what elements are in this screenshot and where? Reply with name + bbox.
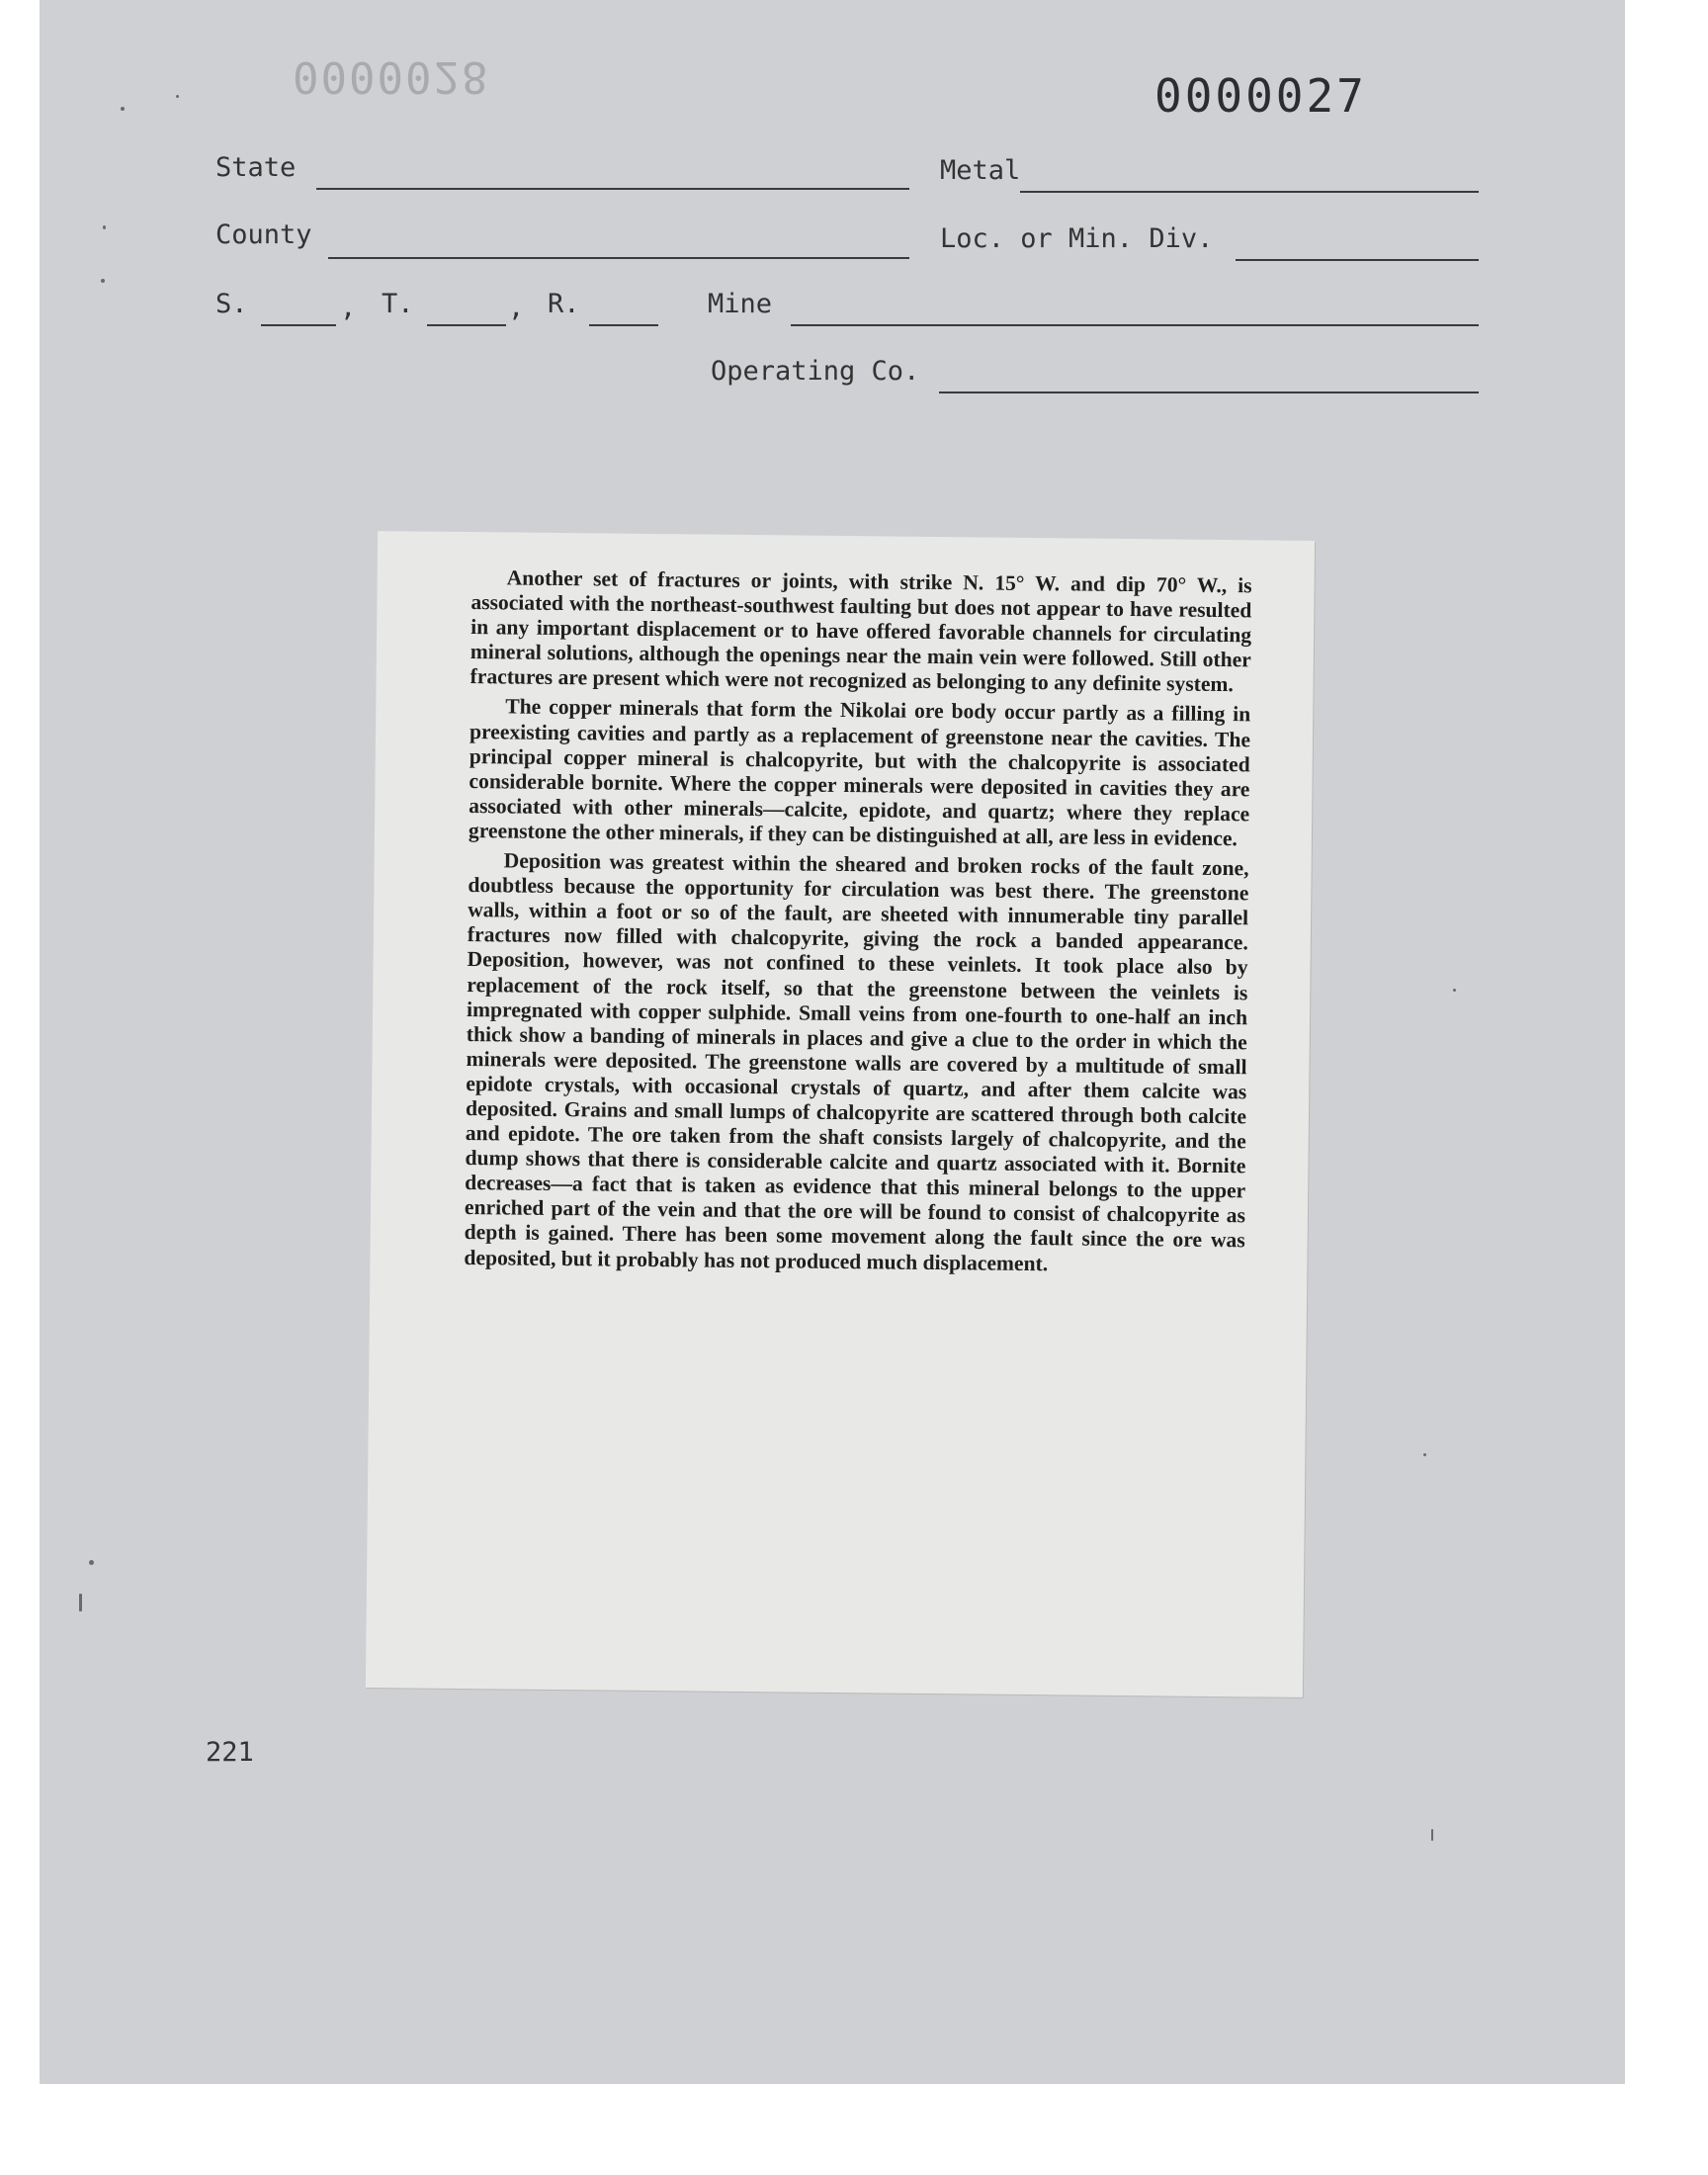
scan-speck [79, 1594, 82, 1611]
operating-co-field[interactable] [939, 392, 1479, 393]
comma-2: , [508, 293, 525, 323]
scan-speck [101, 279, 105, 283]
clipping-paragraph-3: Deposition was greatest within the sheared and broken rocks of the fault zone, doubtless because the opportunity for circulation was best there. The greenstone walls, within a foot or so of the fault, are sheeted with innumerable tiny parallel fractures now filled with chalcopyrite, giving the rock a banded appearance. Deposition, however, was not confined to these veinlets. It took place also by replacement of the rock itself, so that the greenstone between the veinlets is impregnated with copper sulphide. Small veins from one-fourth to one-half an inch thick show a banding of minerals in places and give a clue to the order in which the minerals were deposited. The greenstone walls are covered by a multitude of small epidote crystals, with occasional crystals of quartz, and after them calcite was deposited. Grains and small lumps of chalcopyrite are scattered through both calcite and epidote. The ore taken from the shaft consists largely of chalcopyrite, and the dump shows that there is considerable calcite and quartz associated with it. Bornite decreases—a fact that is taken as evidence that this mineral belongs to the upper enriched part of the vein and that the ore will be found to consist of chalcopyrite as depth is gained. There has been some movement along the fault since the ore was deposited, but it probably has not produced much displacement. [464, 848, 1249, 1275]
mine-label: Mine [708, 289, 773, 319]
state-label: State [215, 152, 297, 183]
county-label: County [215, 219, 312, 250]
scan-speck [121, 107, 125, 111]
scan-speck [89, 1560, 94, 1565]
loc-field[interactable] [1236, 259, 1479, 261]
metal-label: Metal [940, 155, 1021, 186]
range-label: R. [548, 289, 580, 319]
mine-field[interactable] [791, 324, 1479, 326]
clipping-text [464, 566, 1251, 1283]
text-clipping [366, 531, 1315, 1697]
county-field[interactable] [328, 257, 909, 259]
clipping-paragraph-1: Another set of fractures or joints, with strike N. 15° W. and dip 70° W., is associated with the northeast-southwest faulting but does not appear to have resulted in any important displacement or to have offered favorable channels for circulating mineral solutions, although the openings near the main vein were followed. Still other fractures are present which were not recognized as belonging to any definite system. [470, 566, 1252, 697]
scan-speck [103, 225, 106, 229]
township-label: T. [382, 289, 414, 319]
bleed-through-number: 0000028 [293, 51, 490, 102]
township-field[interactable] [427, 324, 506, 326]
range-field[interactable] [589, 324, 658, 326]
scan-speck [176, 95, 179, 98]
scan-speck [1431, 1829, 1433, 1841]
scan-speck [1423, 1453, 1426, 1456]
document-number: 0000027 [1154, 69, 1367, 123]
state-field[interactable] [316, 188, 909, 190]
page-number: 221 [206, 1737, 254, 1768]
section-field[interactable] [261, 324, 336, 326]
operating-co-label: Operating Co. [711, 356, 920, 387]
comma-1: , [340, 293, 357, 323]
scan-speck [1453, 989, 1456, 992]
metal-field[interactable] [1020, 191, 1479, 193]
clipping-paragraph-2: The copper minerals that form the Nikolai ore body occur partly as a filling in preexisting cavities and partly as a replacement of greenstone near the cavities. The principal copper mineral is chalcopyrite, but with the chalcopyrite is associated considerable bornite. Where the copper minerals were deposited in cavities they are associated with other minerals—calcite, epidote, and quartz; where they replace greenstone the other minerals, if they can be distinguished at all, are less in evidence. [468, 694, 1251, 851]
scanned-page [40, 0, 1625, 2084]
loc-label: Loc. or Min. Div. [940, 223, 1214, 254]
section-label: S. [215, 289, 248, 319]
